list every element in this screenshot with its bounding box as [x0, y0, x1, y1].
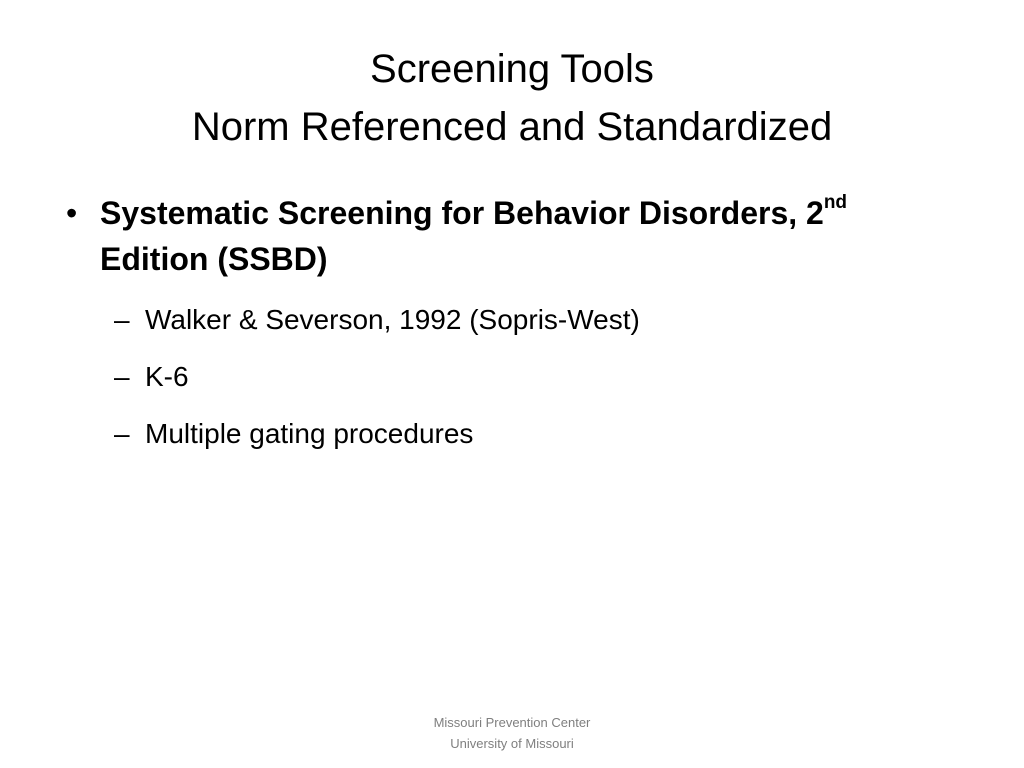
title-line-2: Norm Referenced and Standardized [191, 105, 833, 149]
dash-icon: – [114, 418, 130, 449]
sub-bullet-item [60, 300, 964, 340]
slide-content [60, 190, 964, 471]
main-bullet-superscript: nd [823, 192, 848, 214]
bullet-dot-icon: • [66, 195, 78, 231]
slide-title [60, 40, 964, 156]
dash-icon: – [114, 304, 130, 335]
title-line-1: Screening Tools [370, 47, 654, 91]
footer-line-1: Missouri Prevention Center [433, 715, 591, 730]
slide-footer [362, 712, 662, 754]
sub-bullet-item [60, 414, 964, 454]
dash-icon: – [114, 361, 130, 392]
sub-bullet-list [60, 300, 964, 454]
main-bullet-item [60, 190, 964, 282]
main-bullet-text-end: Edition (SSBD) [100, 241, 328, 277]
footer-line-2: University of Missouri [450, 736, 574, 751]
sub-bullet-text: Walker & Severson, 1992 (Sopris-West) [145, 304, 640, 335]
sub-bullet-item [60, 357, 964, 397]
main-bullet-text: Systematic Screening for Behavior Disorders, 2 [100, 195, 824, 231]
sub-bullet-text: K-6 [145, 361, 189, 392]
sub-bullet-text: Multiple gating procedures [145, 418, 474, 449]
